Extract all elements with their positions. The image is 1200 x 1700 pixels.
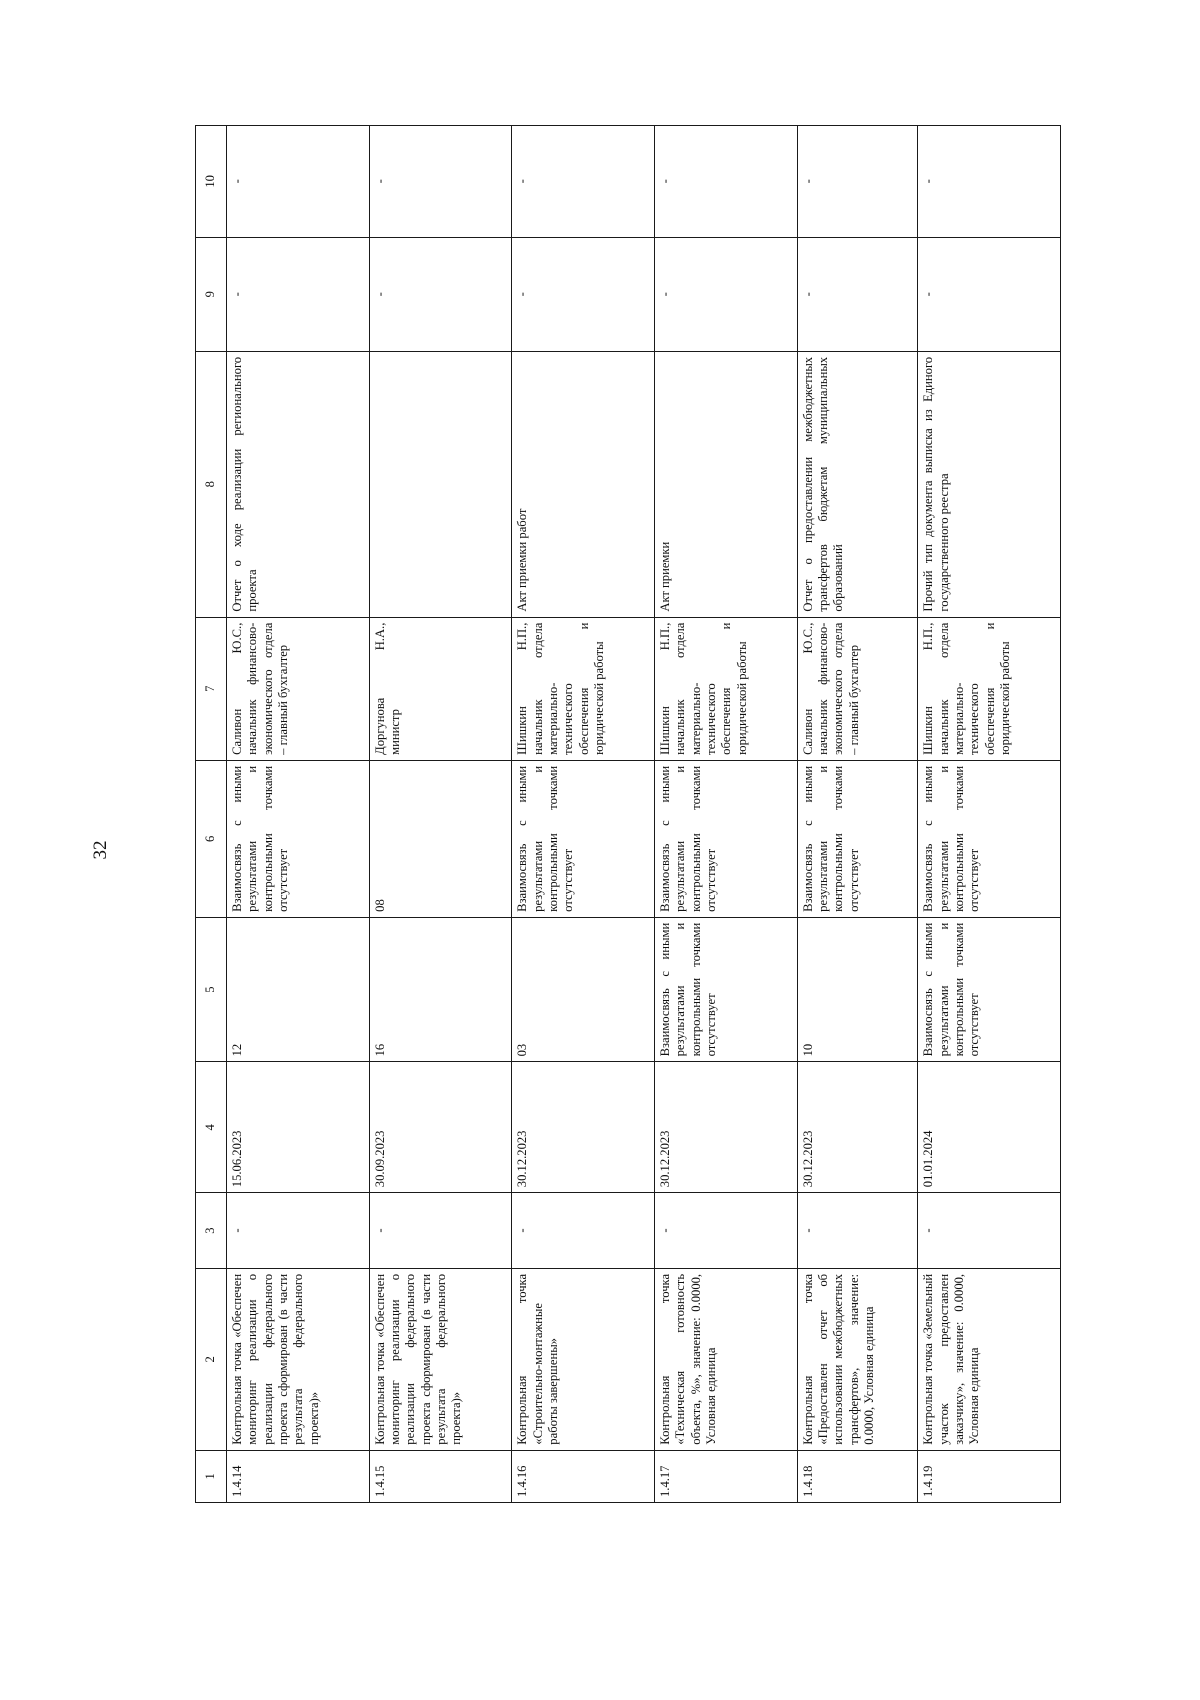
- col5-value: Взаимосвязь с иными результатами и контрольными точками отсутствует: [655, 917, 798, 1062]
- responsible-person: Шишкин Н.П., начальник отдела материально-технического обеспечения и юридической работы: [655, 617, 798, 760]
- row-number: 1.4.14: [227, 1450, 370, 1502]
- page-number: 32: [90, 840, 111, 860]
- header-col-9: 9: [196, 237, 227, 351]
- document-type: Акт приемки: [655, 351, 798, 617]
- responsible-person: Шишкин Н.П., начальник отдела материально-технического обеспечения и юридической работы: [918, 617, 1061, 760]
- row-number: 1.4.18: [797, 1450, 918, 1502]
- responsible-person: Доргунова Н.А., министр: [369, 617, 512, 760]
- col10-value: -: [797, 126, 918, 238]
- col10-value: -: [918, 126, 1061, 238]
- col3-value: -: [655, 1193, 798, 1269]
- row-number: 1.4.15: [369, 1450, 512, 1502]
- col3-value: -: [512, 1193, 655, 1269]
- col9-value: -: [918, 237, 1061, 351]
- document-type: [369, 351, 512, 617]
- col3-value: -: [227, 1193, 370, 1269]
- col5-value: 03: [512, 917, 655, 1062]
- header-col-10: 10: [196, 126, 227, 238]
- rotated-table-container: [195, 125, 1061, 1503]
- control-point-name: Контрольная точка «Предоставлен отчет об использовании межбюджетных трансфертов», значение: 0.0000, Условная единица: [797, 1268, 918, 1450]
- col9-value: -: [369, 237, 512, 351]
- control-point-name: Контрольная точка «Строительно-монтажные работы завершены»: [512, 1268, 655, 1450]
- header-col-1: 1: [196, 1450, 227, 1502]
- control-point-name: Контрольная точка «Земельный участок предоставлен заказчику», значение: 0.0000, Условная единица: [918, 1268, 1061, 1450]
- row-number: 1.4.16: [512, 1450, 655, 1502]
- deadline-date: 30.12.2023: [655, 1062, 798, 1193]
- deadline-date: 30.12.2023: [797, 1062, 918, 1193]
- control-point-name: Контрольная точка «Обеспечен мониторинг реализации о реализации федерального проекта сформирован (в части результата федерального проекта)»: [369, 1268, 512, 1450]
- document-type: Отчет о ходе реализации регионального проекта: [227, 351, 370, 617]
- table-row: [227, 126, 370, 1503]
- deadline-date: 15.06.2023: [227, 1062, 370, 1193]
- header-col-7: 7: [196, 617, 227, 760]
- col3-value: -: [918, 1193, 1061, 1269]
- control-points-table: [195, 125, 1061, 1503]
- col5-value: 12: [227, 917, 370, 1062]
- header-row: [196, 126, 227, 1503]
- col6-value: Взаимосвязь с иными результатами и контрольными точками отсутствует: [227, 760, 370, 917]
- col10-value: -: [512, 126, 655, 238]
- header-col-4: 4: [196, 1062, 227, 1193]
- col9-value: -: [655, 237, 798, 351]
- col5-value: 10: [797, 917, 918, 1062]
- table-body: [227, 126, 1061, 1503]
- responsible-person: Саливон Ю.С., начальник финансово-экономического отдела – главный бухгалтер: [797, 617, 918, 760]
- col6-value: Взаимосвязь с иными результатами и контрольными точками отсутствует: [797, 760, 918, 917]
- table-row: [797, 126, 918, 1503]
- header-col-5: 5: [196, 917, 227, 1062]
- control-point-name: Контрольная точка «Обеспечен мониторинг реализации о реализации федерального проекта сформирован (в части результата федерального проекта)»: [227, 1268, 370, 1450]
- header-col-2: 2: [196, 1268, 227, 1450]
- deadline-date: 01.01.2024: [918, 1062, 1061, 1193]
- col5-value: Взаимосвязь с иными результатами и контрольными точками отсутствует: [918, 917, 1061, 1062]
- col6-value: Взаимосвязь с иными результатами и контрольными точками отсутствует: [512, 760, 655, 917]
- header-col-3: 3: [196, 1193, 227, 1269]
- deadline-date: 30.09.2023: [369, 1062, 512, 1193]
- deadline-date: 30.12.2023: [512, 1062, 655, 1193]
- row-number: 1.4.19: [918, 1450, 1061, 1502]
- col10-value: -: [655, 126, 798, 238]
- col10-value: -: [369, 126, 512, 238]
- document-type: Отчет о предоставлении межбюджетных трансфертов бюджетам муниципальных образований: [797, 351, 918, 617]
- col9-value: -: [512, 237, 655, 351]
- col6-value: Взаимосвязь с иными результатами и контрольными точками отсутствует: [918, 760, 1061, 917]
- row-number: 1.4.17: [655, 1450, 798, 1502]
- document-type: Акт приемки работ: [512, 351, 655, 617]
- responsible-person: Шишкин Н.П., начальник отдела материально-технического обеспечения и юридической работы: [512, 617, 655, 760]
- col3-value: -: [797, 1193, 918, 1269]
- col6-value: Взаимосвязь с иными результатами и контрольными точками отсутствует: [655, 760, 798, 917]
- col3-value: -: [369, 1193, 512, 1269]
- col6-value: 08: [369, 760, 512, 917]
- control-point-name: Контрольная точка «Техническая готовность объекта, %», значение: 0.0000, Условная единица: [655, 1268, 798, 1450]
- table-row: [918, 126, 1061, 1503]
- col10-value: -: [227, 126, 370, 238]
- col9-value: -: [797, 237, 918, 351]
- col5-value: 16: [369, 917, 512, 1062]
- col9-value: -: [227, 237, 370, 351]
- document-type: Прочий тип документа выписка из Единого государственного реестра: [918, 351, 1061, 617]
- responsible-person: Саливон Ю.С., начальник финансово-экономического отдела – главный бухгалтер: [227, 617, 370, 760]
- header-col-8: 8: [196, 351, 227, 617]
- header-col-6: 6: [196, 760, 227, 917]
- table-row: [655, 126, 798, 1503]
- table-row: [369, 126, 512, 1503]
- table-row: [512, 126, 655, 1503]
